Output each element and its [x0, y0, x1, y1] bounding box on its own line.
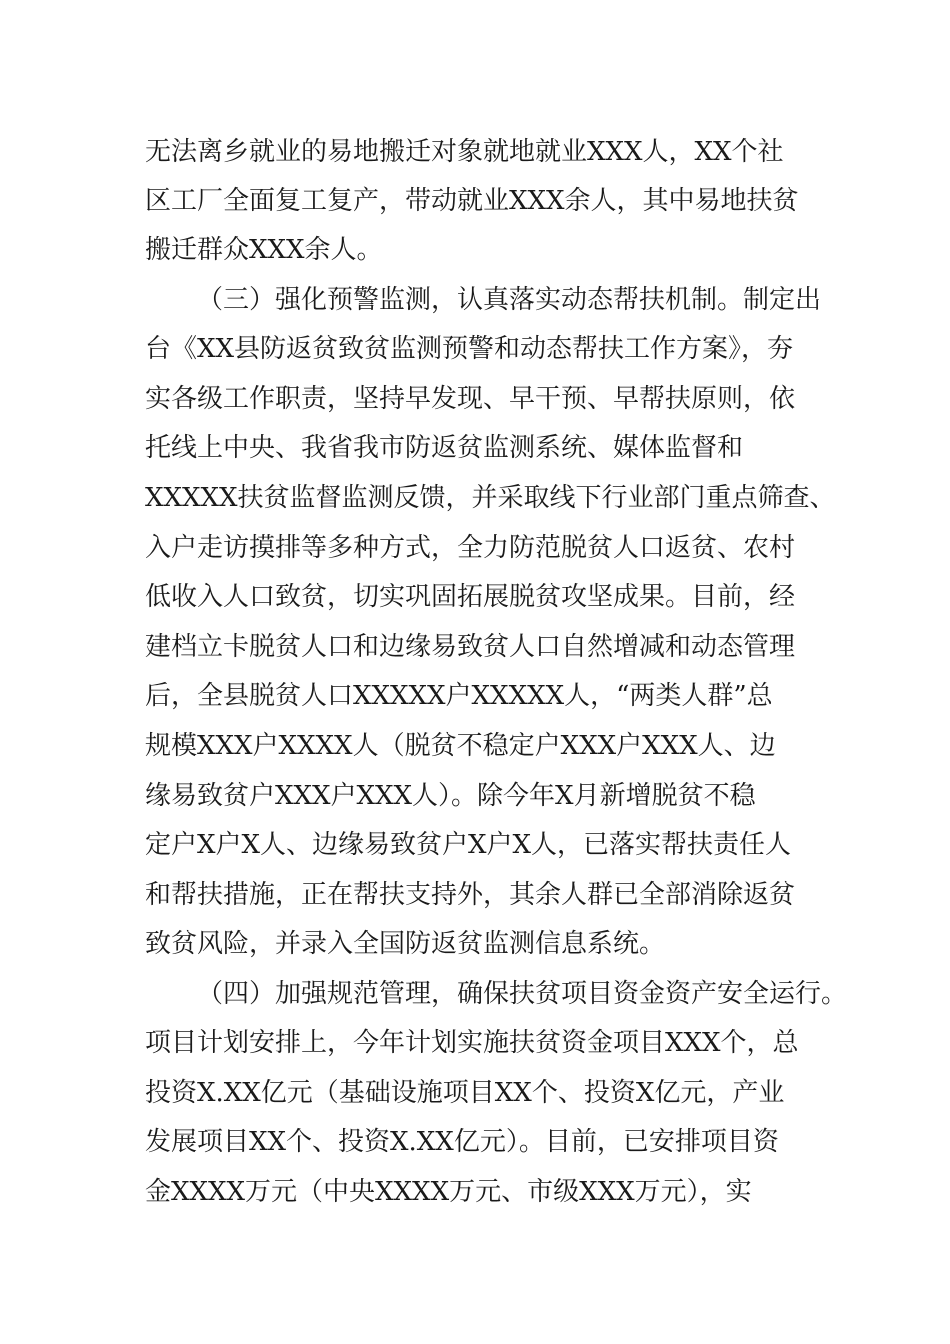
text-line-19: 项目计划安排上，今年计划实施扶贫资金项目XXX个，总	[145, 1028, 799, 1058]
text-line-14: 缘易致贫户XXX户XXX人）。除今年X月新增脱贫不稳	[145, 781, 756, 811]
text-line-12: 后，全县脱贫人口XXXXX户XXXXX人，“两类人群”总	[145, 681, 773, 711]
text-line-9: 入户走访摸排等多种方式，全力防范脱贫人口返贫、农村	[145, 533, 796, 563]
text-line-17: 致贫风险，并录入全国防返贫监测信息系统。	[145, 929, 666, 959]
text-line-15: 定户X户X人、边缘易致贫户X户X人，已落实帮扶责任人	[145, 830, 792, 860]
text-line-16: 和帮扶措施，正在帮扶支持外，其余人群已全部消除返贫	[145, 880, 796, 910]
text-line-11: 建档立卡脱贫人口和边缘易致贫人口自然增减和动态管理	[145, 632, 796, 662]
text-line-2: 区工厂全面复工复产，带动就业XXX余人，其中易地扶贫	[145, 186, 799, 216]
text-line-7: 托线上中央、我省我市防返贫监测系统、媒体监督和	[145, 433, 744, 463]
text-line-3: 搬迁群众XXX余人。	[145, 235, 383, 265]
section-heading-3: （三）强化预警监测，认真落实动态帮扶机制。制定出	[197, 285, 822, 315]
text-line-13: 规模XXX户XXXX人（脱贫不稳定户XXX户XXX人、边	[145, 731, 776, 761]
section-heading-4: （四）加强规范管理，确保扶贫项目资金资产安全运行。	[197, 979, 848, 1009]
text-line-10: 低收入人口致贫，切实巩固拓展脱贫攻坚成果。目前，经	[145, 582, 796, 612]
text-line-1: 无法离乡就业的易地搬迁对象就地就业XXX人，XX个社	[145, 137, 784, 167]
text-line-21: 发展项目XX个、投资X.XX亿元）。目前，已安排项目资	[145, 1127, 779, 1157]
text-line-5: 台《XX县防返贫致贫监测预警和动态帮扶工作方案》，夯	[145, 334, 794, 364]
text-line-22: 金XXXX万元（中央XXXX万元、市级XXX万元），实	[145, 1177, 752, 1207]
text-line-8: XXXXX扶贫监督监测反馈，并采取线下行业部门重点筛查、	[145, 483, 836, 513]
text-line-20: 投资X.XX亿元（基础设施项目XX个、投资X亿元，产业	[145, 1078, 785, 1108]
text-line-6: 实各级工作职责，坚持早发现、早干预、早帮扶原则，依	[145, 384, 796, 414]
